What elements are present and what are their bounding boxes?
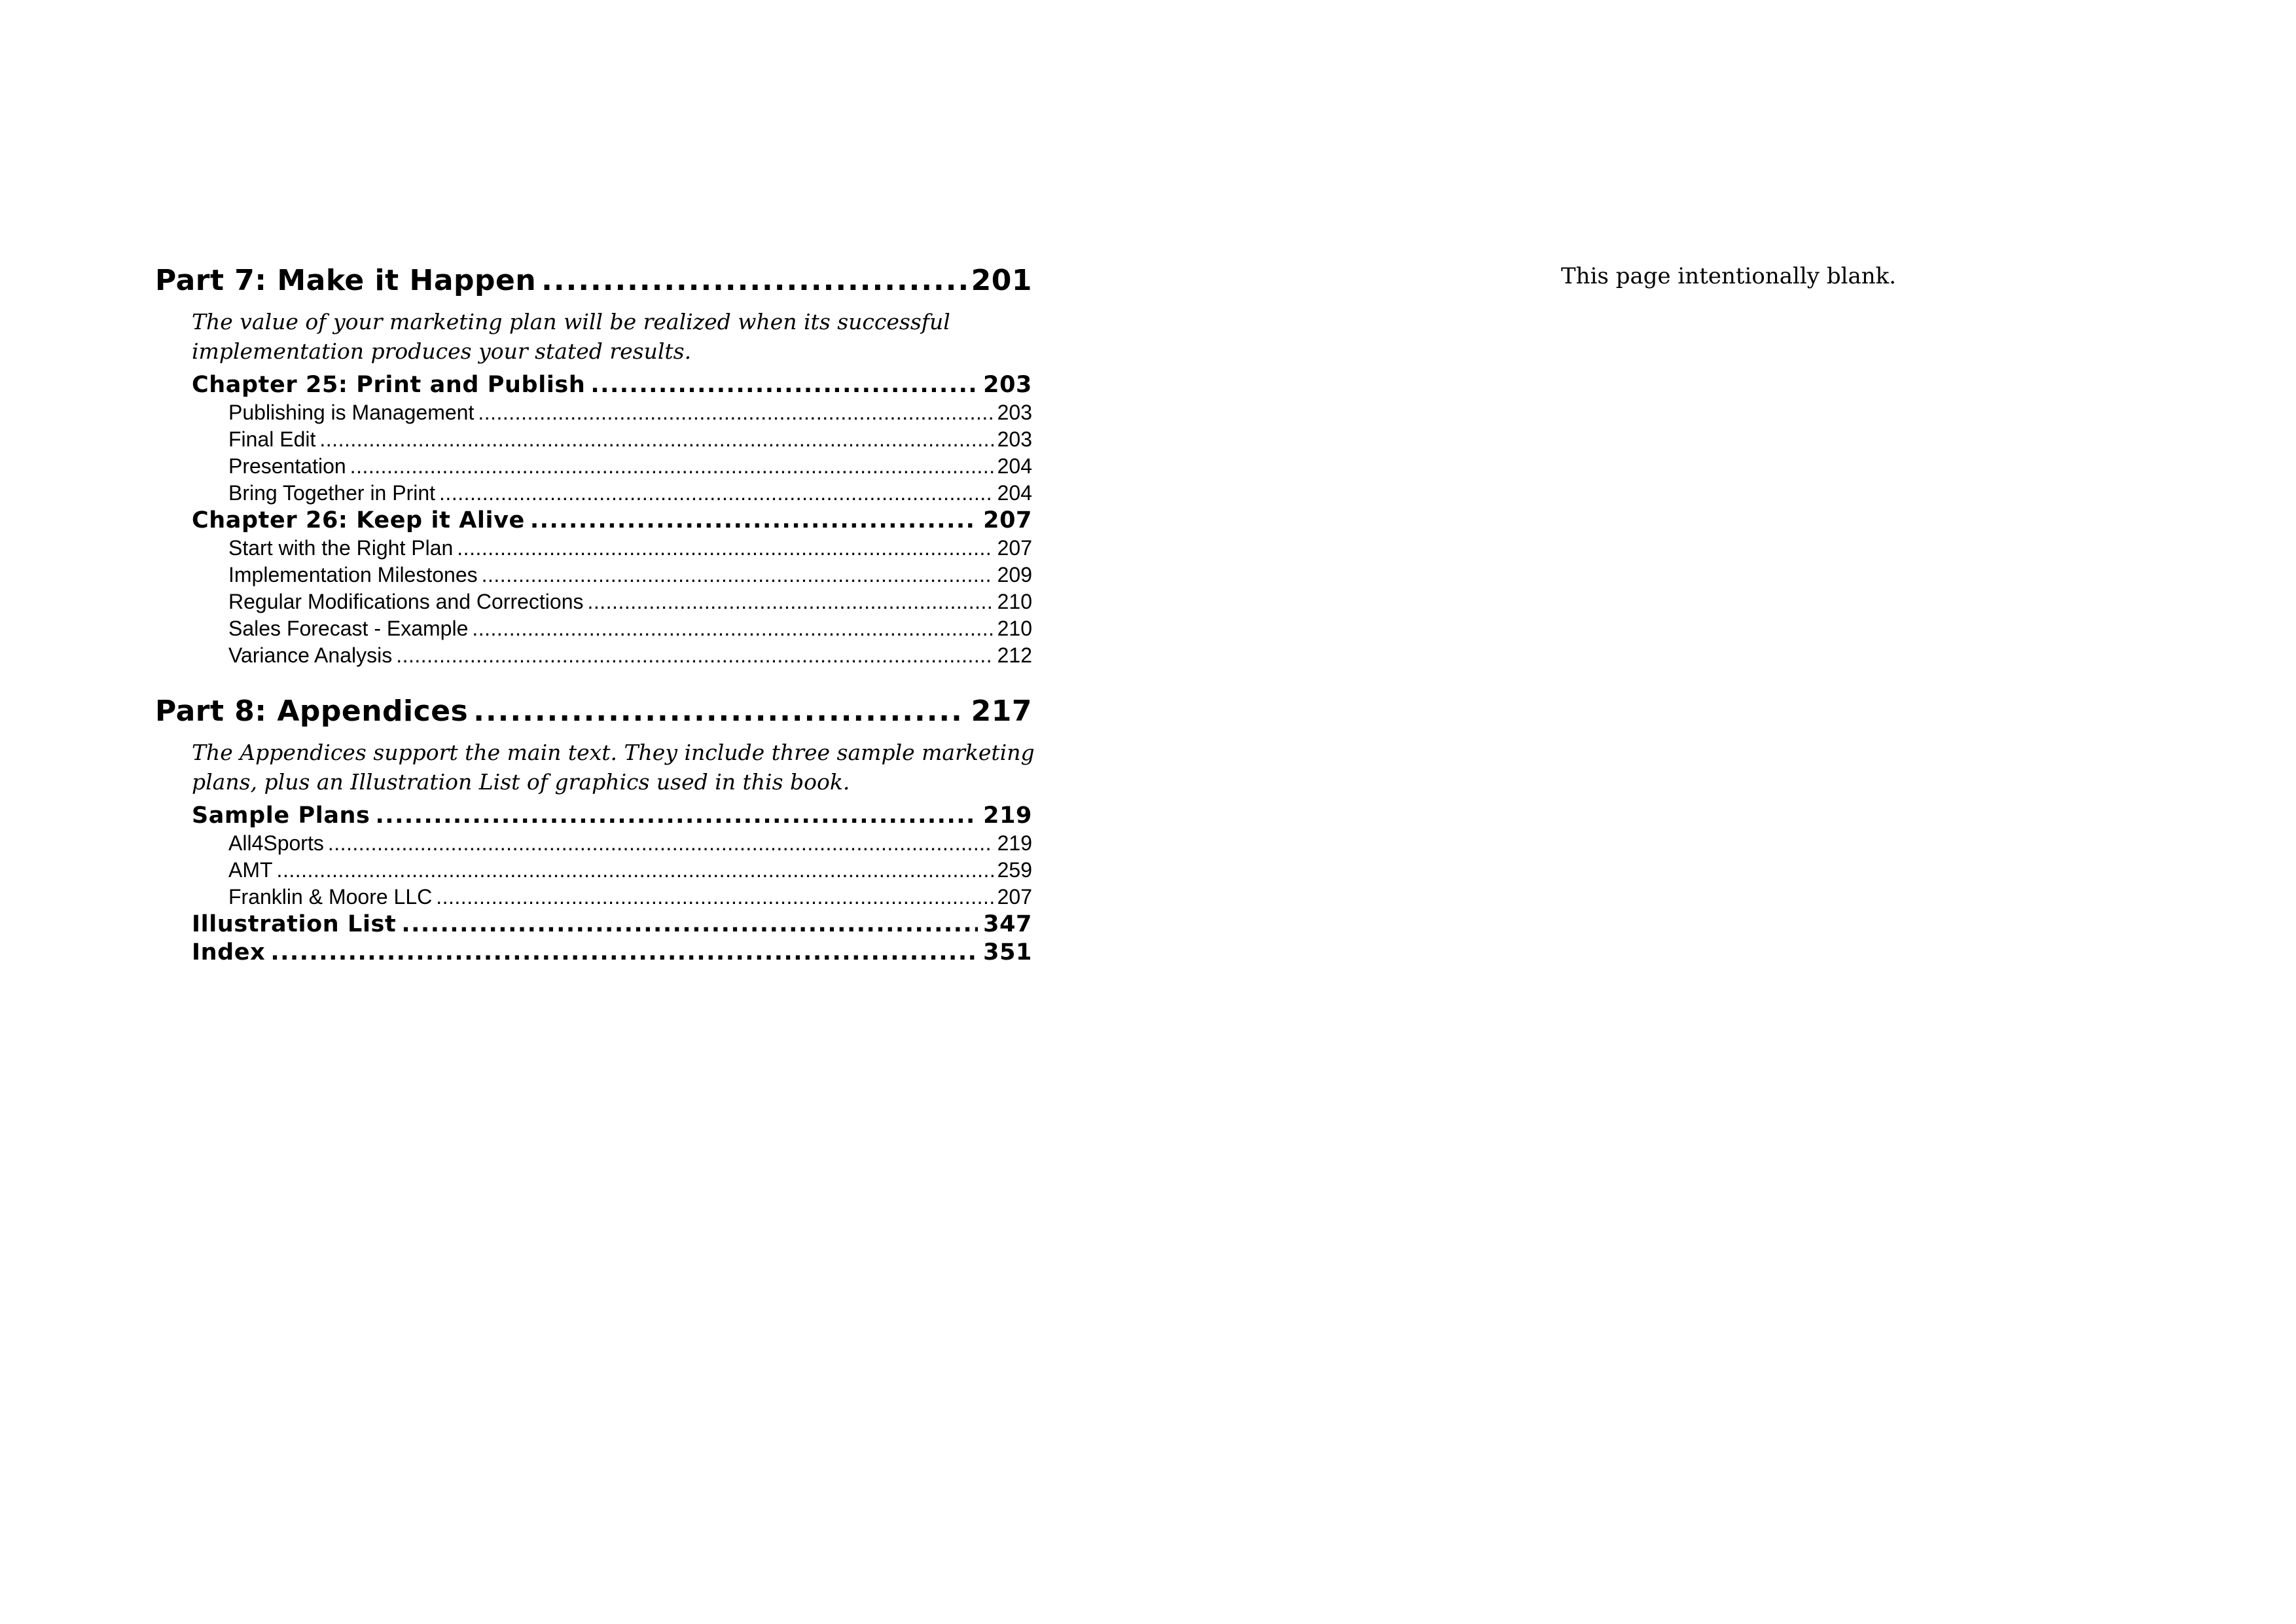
section-title: Bring Together in Print <box>228 481 436 505</box>
toc-chapter-entry <box>192 802 1032 830</box>
toc-section-entry <box>228 480 1032 507</box>
section-title: Presentation <box>228 454 346 478</box>
section-title: Variance Analysis <box>228 643 393 667</box>
blank-page-note: This page intentionally blank. <box>1561 263 1897 289</box>
chapter-title: Sample Plans <box>192 803 370 829</box>
toc-section-entry <box>228 884 1032 911</box>
toc-section-entry <box>228 399 1032 426</box>
toc-chapter-entry <box>192 939 1032 967</box>
dot-leader <box>439 480 994 507</box>
dot-leader <box>541 257 965 304</box>
chapter-title: Illustration List <box>192 911 397 937</box>
dot-leader <box>401 911 978 939</box>
dot-leader <box>319 426 993 453</box>
section-title: Publishing is Management <box>228 401 475 424</box>
dot-leader <box>376 802 978 830</box>
page-number: 207 <box>983 507 1032 533</box>
page-number: 203 <box>997 401 1032 424</box>
page-number: 201 <box>971 264 1032 297</box>
section-title: Regular Modifications and Corrections <box>228 590 584 613</box>
toc-section-entry <box>228 535 1032 562</box>
toc-chapter-entry <box>192 371 1032 399</box>
toc-section-entry <box>228 562 1032 588</box>
toc-section-entry <box>228 426 1032 453</box>
page-number: 351 <box>983 939 1032 965</box>
section-title: All4Sports <box>228 831 324 855</box>
dot-leader <box>328 830 994 857</box>
part-description: The value of your marketing plan will be realized when its successful implementation produces your stated results. <box>192 309 950 364</box>
dot-leader <box>587 588 993 615</box>
page-number: 209 <box>997 563 1032 586</box>
page-number: 347 <box>983 911 1032 937</box>
dot-leader <box>482 562 994 588</box>
page-number: 217 <box>971 695 1032 728</box>
chapter-title: Index <box>192 939 266 965</box>
page-number: 212 <box>997 643 1032 667</box>
part-title: Part 7: Make it Happen <box>155 264 537 297</box>
dot-leader <box>277 857 994 884</box>
page-number: 219 <box>983 803 1032 829</box>
page-number: 207 <box>997 536 1032 560</box>
toc-part-entry <box>155 257 1032 304</box>
dot-leader <box>457 535 993 562</box>
page-number: 259 <box>997 858 1032 882</box>
toc-section-entry <box>228 588 1032 615</box>
page-number: 204 <box>997 454 1032 478</box>
dot-leader <box>472 615 993 642</box>
dot-leader <box>270 939 978 967</box>
toc-chapter-entry <box>192 911 1032 939</box>
page-number: 207 <box>997 885 1032 909</box>
section-title: AMT <box>228 858 273 882</box>
dot-leader <box>436 884 993 911</box>
chapter-title: Chapter 26: Keep it Alive <box>192 507 525 533</box>
page-number: 210 <box>997 617 1032 640</box>
dot-leader <box>530 507 978 535</box>
dot-leader <box>478 399 993 426</box>
toc-section-entry <box>228 830 1032 857</box>
page-number: 219 <box>997 831 1032 855</box>
page-number: 203 <box>997 427 1032 451</box>
section-title: Final Edit <box>228 427 316 451</box>
table-of-contents <box>155 257 1035 967</box>
page-number: 210 <box>997 590 1032 613</box>
dot-leader <box>396 642 993 669</box>
toc-part-entry <box>155 687 1032 735</box>
toc-section-entry <box>228 642 1032 669</box>
toc-section-entry <box>228 615 1032 642</box>
section-title: Sales Forecast - Example <box>228 617 469 640</box>
part-spacer <box>155 669 1032 687</box>
section-title: Start with the Right Plan <box>228 536 454 560</box>
toc-section-entry <box>228 857 1032 884</box>
dot-leader <box>350 453 994 480</box>
section-title: Implementation Milestones <box>228 563 478 586</box>
part-title: Part 8: Appendices <box>155 695 469 728</box>
toc-section-entry <box>228 453 1032 480</box>
page-number: 203 <box>983 372 1032 398</box>
section-title: Franklin & Moore LLC <box>228 885 433 909</box>
toc-chapter-entry <box>192 507 1032 535</box>
chapter-title: Chapter 25: Print and Publish <box>192 372 586 398</box>
dot-leader <box>473 687 965 735</box>
part-description: The Appendices support the main text. They include three sample marketing plans, plus an Illustration List of graphics used in this book. <box>192 740 1035 795</box>
dot-leader <box>590 371 978 399</box>
page-number: 204 <box>997 481 1032 505</box>
